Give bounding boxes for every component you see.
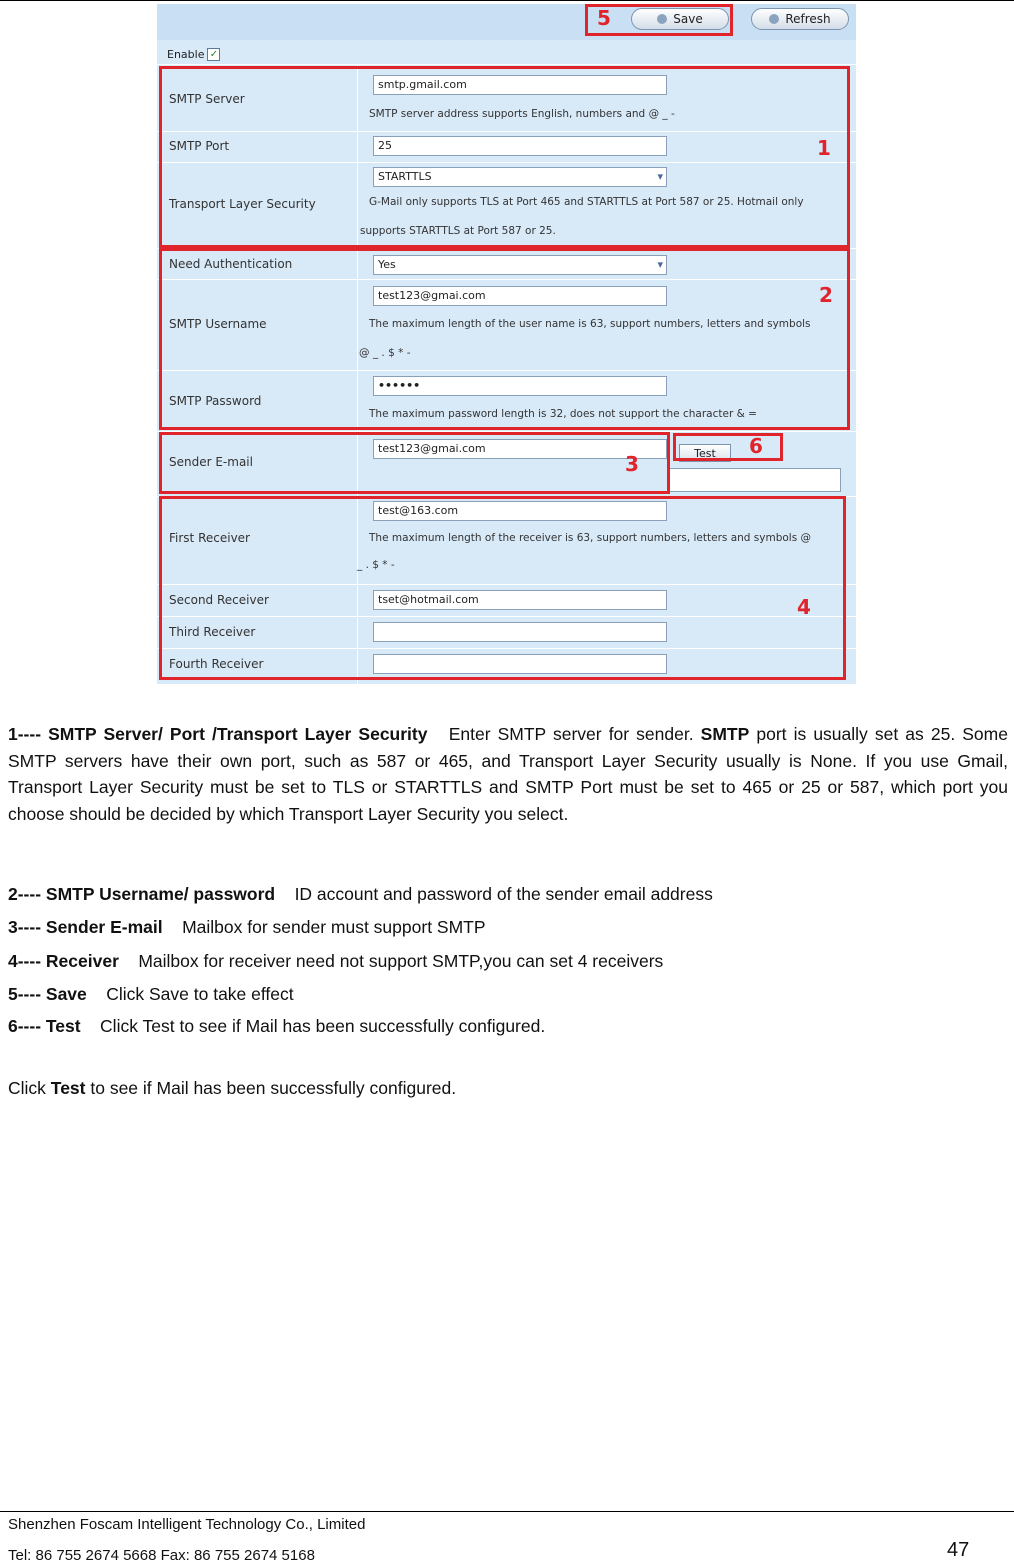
smtp-settings-screenshot — [157, 4, 856, 684]
first-receiver-input[interactable]: test@163.com — [373, 501, 667, 521]
sender-input[interactable]: test123@gmai.com — [373, 439, 667, 459]
save-button[interactable]: Save — [631, 8, 729, 30]
description-item-6: 6---- Test Click Test to see if Mail has been successfully configured. — [8, 1016, 546, 1036]
second-receiver-label: Second Receiver — [169, 593, 269, 607]
fourth-receiver-label: Fourth Receiver — [169, 657, 264, 671]
password-hint: The maximum password length is 32, does not support the character & = — [369, 408, 757, 420]
tls-hint-1: G-Mail only supports TLS at Port 465 and STARTTLS at Port 587 or 25. Hotmail only — [369, 196, 804, 208]
toolbar — [157, 4, 856, 40]
test-button[interactable]: Test — [679, 444, 731, 462]
click-test-note: Click Test to see if Mail has been successfully configured. — [8, 1078, 457, 1098]
annotation-number-6: 6 — [749, 434, 763, 458]
need-auth-label: Need Authentication — [169, 257, 293, 271]
username-label: SMTP Username — [169, 317, 267, 331]
annotation-box-3 — [159, 432, 670, 494]
smtp-port-label: SMTP Port — [169, 139, 230, 153]
need-auth-select[interactable]: Yes ▾ — [373, 255, 667, 275]
annotation-box-1 — [159, 66, 850, 248]
annotation-number-1: 1 — [817, 136, 831, 160]
second-receiver-input[interactable]: tset@hotmail.com — [373, 590, 667, 610]
annotation-number-5: 5 — [597, 6, 611, 30]
annotation-number-4: 4 — [797, 595, 811, 619]
first-receiver-label: First Receiver — [169, 531, 250, 545]
annotation-number-3: 3 — [625, 452, 639, 476]
smtp-port-input[interactable]: 25 — [373, 136, 667, 156]
enable-checkbox[interactable]: ✓ — [207, 48, 220, 61]
annotation-box-6 — [673, 433, 783, 461]
description-paragraph-1: 1---- SMTP Server/ Port /Transport Layer Security Enter SMTP server for sender. SMTP port is usually set as 25. Some SMTP servers have their own port, such as 587 or 465, and Transport Layer Security usually is None. If you use Gmail, Transport Layer Security must be set to TLS or STARTTLS and SMTP Port must be set to 465 or 25 or 587, which port you choose should be decided by which Transport Layer Security you select. — [8, 724, 1008, 824]
username-hint-1: The maximum length of the user name is 63, support numbers, letters and symbols — [369, 318, 811, 330]
description-item-3: 3---- Sender E-mail Mailbox for sender must support SMTP — [8, 917, 486, 937]
tls-label: Transport Layer Security — [169, 197, 316, 211]
tls-select[interactable]: STARTTLS ▾ — [373, 167, 667, 187]
enable-row: Enable ✓ — [167, 48, 220, 61]
username-hint-2: @ _ . $ * - — [359, 347, 411, 359]
page-number: 47 — [947, 1539, 970, 1561]
footer-rule — [0, 1511, 1014, 1512]
test-result-box — [669, 468, 841, 492]
description-item-5: 5---- Save Click Save to take effect — [8, 984, 294, 1004]
smtp-server-input[interactable]: smtp.gmail.com — [373, 75, 667, 95]
tls-hint-2: supports STARTTLS at Port 587 or 25. — [360, 225, 556, 237]
annotation-box-2 — [159, 248, 850, 430]
sender-label: Sender E-mail — [169, 455, 253, 469]
smtp-server-label: SMTP Server — [169, 92, 245, 106]
password-input[interactable]: •••••• — [373, 376, 667, 396]
refresh-button[interactable]: Refresh — [751, 8, 849, 30]
first-receiver-hint-1: The maximum length of the receiver is 63, support numbers, letters and symbols @ — [369, 532, 812, 544]
first-receiver-hint-2: _ . $ * - — [357, 559, 395, 571]
row-divider — [157, 64, 856, 65]
annotation-number-2: 2 — [819, 283, 833, 307]
username-input[interactable]: test123@gmai.com — [373, 286, 667, 306]
footer-company: Shenzhen Foscam Intelligent Technology Co., Limited — [8, 1516, 366, 1533]
third-receiver-label: Third Receiver — [169, 625, 256, 639]
refresh-icon — [769, 14, 779, 24]
annotation-box-4 — [159, 496, 846, 680]
description-item-2: 2---- SMTP Username/ password ID account and password of the sender email address — [8, 884, 713, 904]
smtp-server-hint: SMTP server address supports English, numbers and @ _ - — [369, 108, 675, 120]
header-rule — [0, 0, 1014, 1]
description-item-4: 4---- Receiver Mailbox for receiver need not support SMTP,you can set 4 receivers — [8, 951, 664, 971]
footer-contact: Tel: 86 755 2674 5668 Fax: 86 755 2674 5168 — [8, 1547, 315, 1564]
password-label: SMTP Password — [169, 394, 262, 408]
